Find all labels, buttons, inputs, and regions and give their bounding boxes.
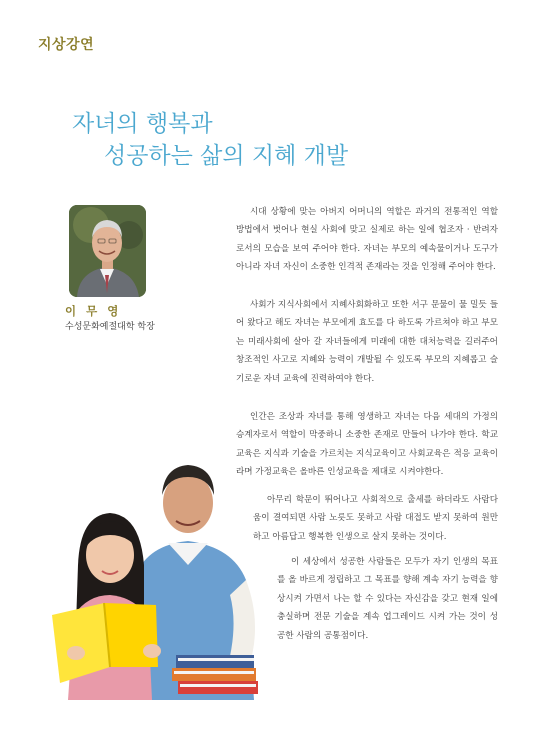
paragraph-2: 사회가 지식사회에서 지혜사회화하고 또한 서구 문물이 물 밀듯 들어 왔다고 해도 자녀는 부모에게 효도를 다 하도록 가르쳐야 하고 부모는 미래사회에 살아 갈 자녀들에게 미래에 대한 대처능력을 길러주어 창조적인 사고로 지혜와 능력이 개발될 수 있도록 부모의 지혜롭고 슬기로운 자녀 교육에 진력하여야 한다. bbox=[236, 300, 498, 384]
section-label: 지상강연 bbox=[38, 37, 95, 53]
father-daughter-reading-illustration bbox=[48, 455, 278, 700]
paragraph-1: 시대 상황에 맞는 아버지 어머니의 역할은 과거의 전통적인 역할 방법에서 벗어나 현실 사회에 맞고 실제로 하는 일에 협조자 · 반려자로서의 모습을 보여 주어야 한다. 자녀는 부모의 예속물이거나 도구가 아니라 자녀 자신이 소중한 인격적 존재라는 것을 인정해 주어야 한다. bbox=[236, 207, 498, 273]
author-photo bbox=[69, 205, 146, 297]
article-title bbox=[72, 108, 348, 172]
paragraph-5: 이 세상에서 성공한 사람들은 모두가 자기 인생의 목표를 올 바르게 정립하고 그 목표를 향해 계속 자기 능력을 향상시켜 가면서 나는 할 수 있다는 자신감을 갖고 현재 일에 충실하며 전문 기술을 계속 업그레이드 시켜 가는 것이 성공한 사람의 공통점이다. bbox=[277, 557, 498, 641]
author-name: 이 무 영 bbox=[65, 304, 122, 318]
title-line-2: 성공하는 삶의 지혜 개발 bbox=[104, 143, 349, 169]
title-line-1: 자녀의 행복과 bbox=[72, 111, 213, 137]
author-title: 수성문화예절대학 학장 bbox=[65, 322, 155, 332]
paragraph-4: 아무리 학문이 뛰어나고 사회적으로 출세를 하더라도 사람다움이 결여되면 사람 노릇도 못하고 사람 대접도 받지 못하여 원만하고 아름답고 행복한 인생으로 살지 못하는 것이다. bbox=[253, 495, 498, 542]
paragraph-3: 인간은 조상과 자녀를 통해 영생하고 자녀는 다음 세대의 가정의 승계자로서 역할이 막중하니 소중한 존재로 만들어 나가야 한다. 학교교육은 지식과 기술을 가르치는 지식교육이고 사회교육은 적응 교육이라며 가정교육은 올바른 인성교육을 제대로 시켜야한다. bbox=[236, 412, 498, 478]
